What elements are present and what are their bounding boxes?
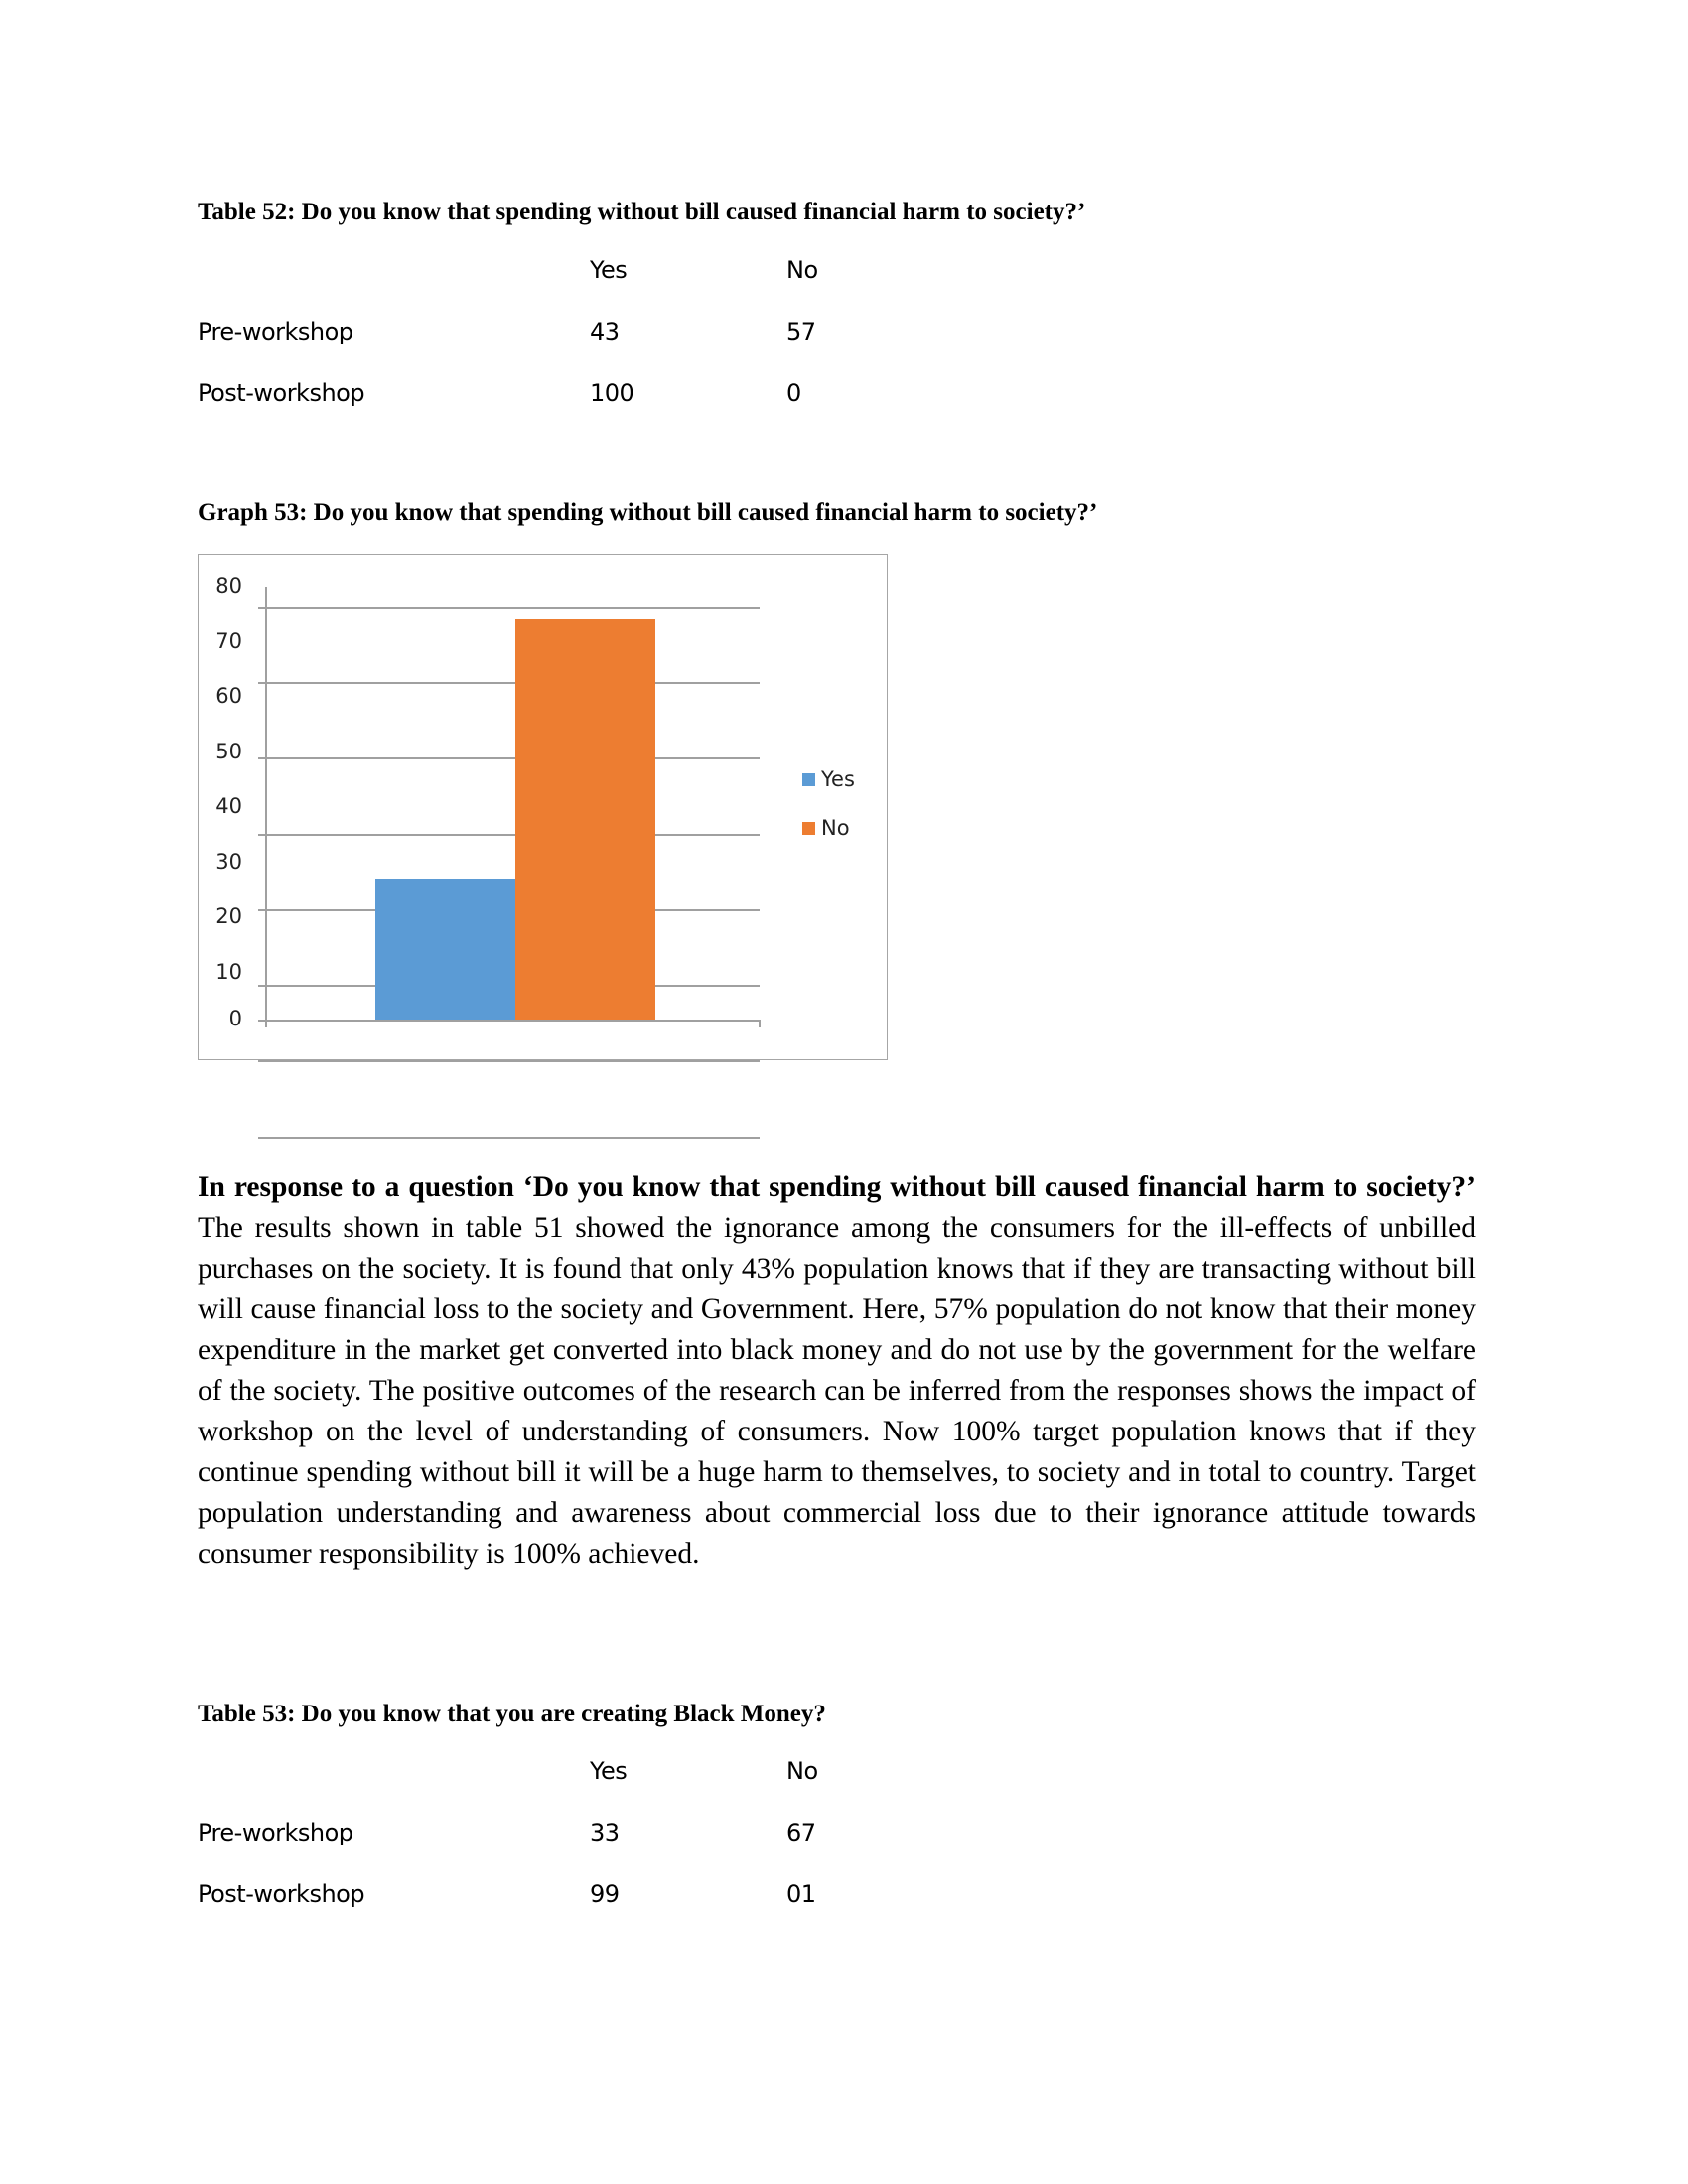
table-52-cell-no: 57 xyxy=(786,318,816,345)
legend-label-no: No xyxy=(821,816,850,840)
graph-53-caption: Graph 53: Do you know that spending without bill caused financial harm to society?’ xyxy=(198,499,1098,526)
y-axis xyxy=(265,587,267,1027)
table-53-cell-yes: 99 xyxy=(590,1880,620,1908)
bar-yes xyxy=(375,879,515,1020)
table-53-row-label: Post-workshop xyxy=(198,1880,365,1908)
table-52-caption: Table 52: Do you know that spending without bill caused financial harm to society?’ xyxy=(198,199,1086,225)
y-tick-label: 60 xyxy=(215,684,242,708)
table-52-header-no: No xyxy=(786,256,818,284)
y-tick-label: 50 xyxy=(215,740,242,763)
y-tick-label: 70 xyxy=(215,629,242,653)
legend-label-yes: Yes xyxy=(821,767,855,791)
table-53-cell-no: 67 xyxy=(786,1819,816,1846)
y-tick-label: 30 xyxy=(215,850,242,874)
legend-item-yes xyxy=(802,767,855,791)
table-52-header-yes: Yes xyxy=(590,256,628,284)
table-52-cell-yes: 43 xyxy=(590,318,620,345)
table-53-cell-no: 01 xyxy=(786,1880,816,1908)
bar-chart xyxy=(198,554,888,1060)
table-53-cell-yes: 33 xyxy=(590,1819,620,1846)
legend-swatch-yes xyxy=(802,773,815,786)
paragraph-body: The results shown in table 51 showed the ignorance among the consumers for the ill-effects of unbilled purchases on the society. It is found that only 43% population knows that if they are transacting without bill will cause financial loss to the society and Government. Here, 57% population do not know that their money expenditure in the market get converted into black money and do not use by the government for the welfare of the society. The positive outcomes of the research can be inferred from the responses shows the impact of workshop on the level of understanding of consumers. Now 100% target population knows that if they continue spending without bill it will be a huge harm to themselves, to society and in total to country. Target population understanding and awareness about commercial loss due to their ignorance attitude towards consumer responsibility is 100% achieved. xyxy=(198,1212,1476,1570)
table-52-cell-no: 0 xyxy=(786,379,801,407)
y-tick-label: 40 xyxy=(215,794,242,818)
y-tick-label: 80 xyxy=(215,574,242,598)
paragraph-lead: In response to a question ‘Do you know that spending without bill caused financial harm to society?’ xyxy=(198,1171,1476,1203)
table-52-cell-yes: 100 xyxy=(590,379,634,407)
analysis-paragraph xyxy=(198,1167,1476,1574)
table-53-row-label: Pre-workshop xyxy=(198,1819,353,1846)
y-tick-label: 20 xyxy=(215,904,242,928)
y-tick-label: 10 xyxy=(215,960,242,984)
table-53-header-no: No xyxy=(786,1757,818,1785)
legend-item-no xyxy=(802,816,850,840)
table-53-caption: Table 53: Do you know that you are creating Black Money? xyxy=(198,1701,826,1727)
legend-swatch-no xyxy=(802,822,815,835)
x-axis xyxy=(258,1020,760,1022)
gridline-10 xyxy=(258,1137,760,1139)
table-53-header-yes: Yes xyxy=(590,1757,628,1785)
table-52-row-label: Pre-workshop xyxy=(198,318,353,345)
bar-no xyxy=(515,619,655,1020)
table-52-row-label: Post-workshop xyxy=(198,379,365,407)
y-tick-label: 0 xyxy=(228,1007,242,1030)
